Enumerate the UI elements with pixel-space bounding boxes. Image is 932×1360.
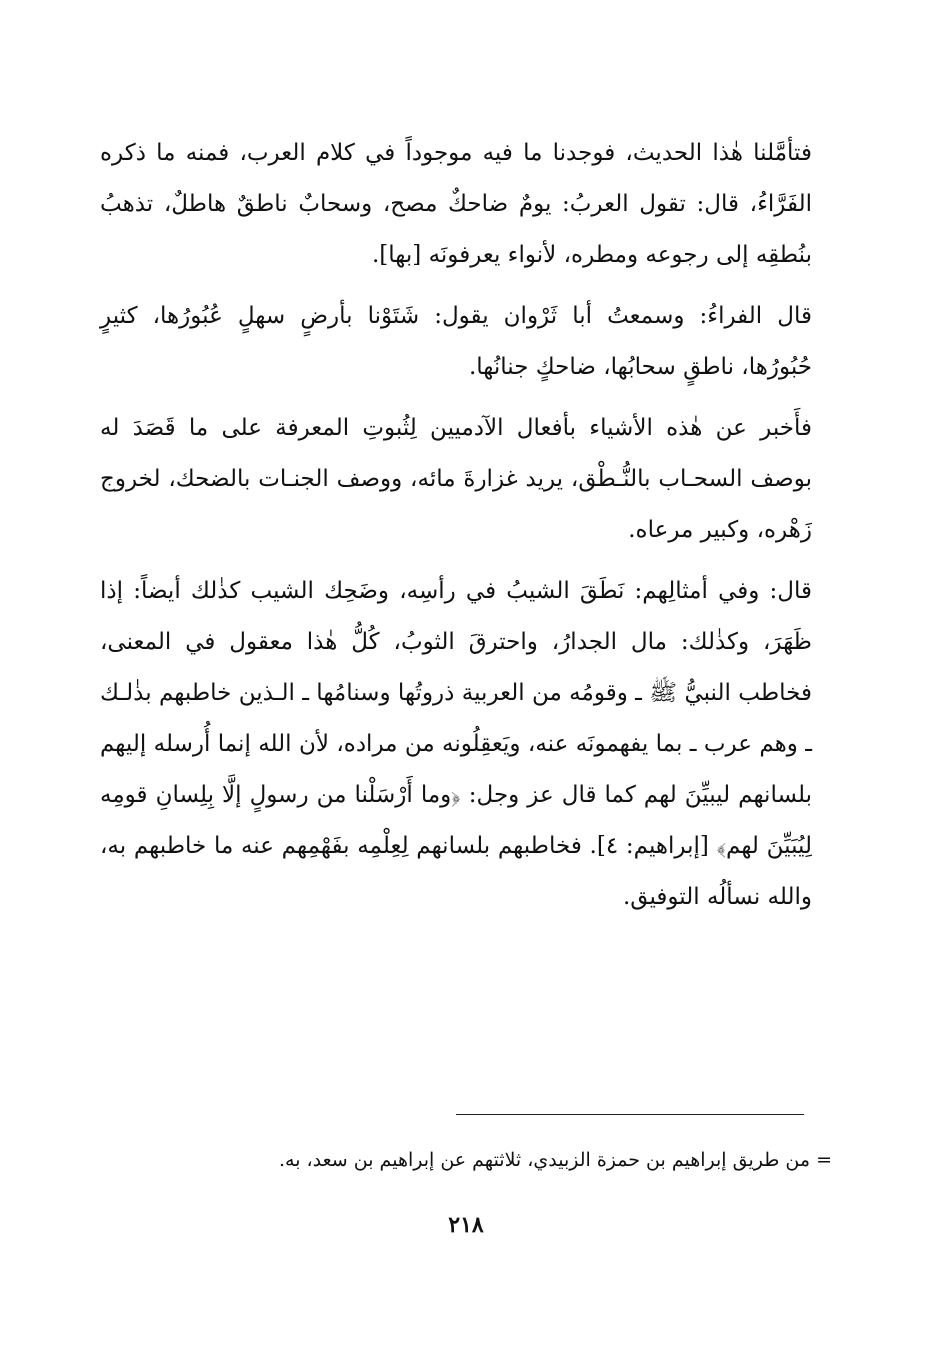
footnote-separator — [456, 1114, 804, 1115]
page-number: ٢١٨ — [448, 1212, 484, 1238]
main-text — [100, 128, 812, 933]
paragraph-3: فأَخبر عن هٰذه الأشياء بأفعال الآدميين لِثُبوتِ المعرفة على ما قَصَدَ له بوصف السحـاب بالنُّـطْق، يريد غزارةَ مائه، ووصف الجنـات بالضحك، لخروج زَهْره، وكبير مرعاه. — [100, 415, 812, 543]
paragraph-1: فتأمَّلنا هٰذا الحديث، فوجدنا ما فيه موجوداً في كلام العرب، فمنه ما ذكره الفَرَّاءُ، قال: تقول العربُ: يومٌ ضاحكٌ مصح، وسحابٌ ناطقٌ هاطلٌ، تذهبُ بنُطقِه إلى رجوعه ومطره، لأنواء يعرفونَه [بها]. — [100, 140, 812, 268]
paragraph-4: قال: وفي أمثالِهم: نَطَقَ الشيبُ في رأسِه، وضَحِك الشيب كذٰلك أيضاً: إذا ظَهَرَ، وكذٰلك: مال الجدارُ، واحترقَ الثوبُ، كُلُّ هٰذا معقول في المعنى، فخاطب النبيُّ ﷺ ـ وقومُه من العربية ذروتُها وسنامُها ـ الـذين خاطبهم بذٰلـك ـ وهم عرب ـ بما يفهمونَه عنه، ويَعقِلُونه من مراده، لأن الله إنما أُرسله إليهم بلسانهم ليبيِّنَ لهم كما قال عز وجل: ﴿وما أَرْسَلْنا من رسولٍ إلَّا بِلِسانِ قومِه لِيُبَيِّنَ لهم﴾ [إبراهيم: ٤]. فخاطبهم بلسانهم لِعِلْمِه بفَهْمِهم عنه ما خاطبهم به، والله نسألُه التوفيق. — [100, 578, 812, 910]
paragraph-2: قال الفراءُ: وسمعتُ أبا ثَرْوان يقول: شَتَوْنا بأرضٍ سهلٍ عُبُورُها، كثيرٍ حُبُورُها، ناطقٍ سحابُها، ضاحكٍ جنانُها. — [100, 303, 812, 380]
footnote: = من طريق إبراهيم بن حمزة الزبيدي، ثلاثتهم عن إبراهيم بن سعد، به. — [278, 1149, 832, 1171]
